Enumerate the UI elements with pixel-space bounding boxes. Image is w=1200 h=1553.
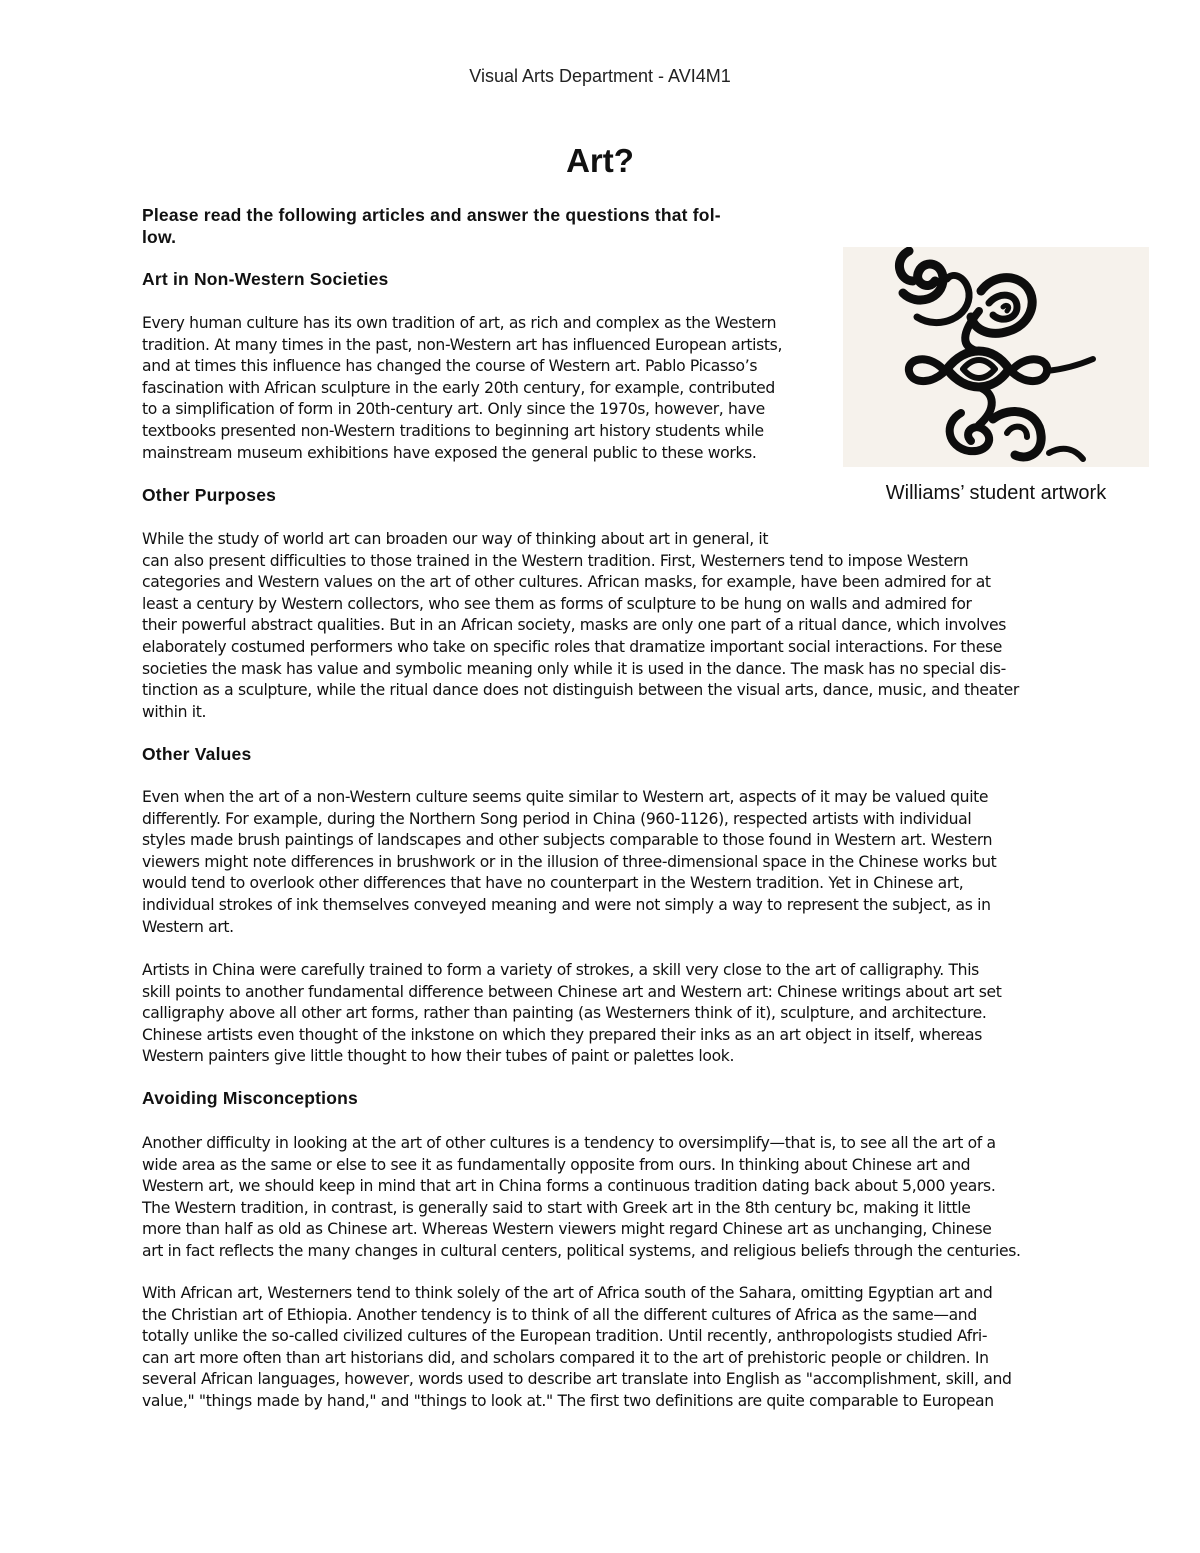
text-line: and at times this influence has changed the course of Western art. Pablo Picasso’s: [142, 357, 758, 376]
student-artwork-image: [843, 247, 1149, 467]
text-line: several African languages, however, words used to describe art translate into English as "accomplishment, skill, and: [142, 1370, 1012, 1389]
text-line: calligraphy above all other art forms, rather than painting (as Westerners think of it), sculpture, and architecture.: [142, 1004, 987, 1023]
text-line: Western art, we should keep in mind that art in China forms a continuous tradition dating back about 5,000 years.: [142, 1177, 996, 1196]
text-line: can art more often than art historians did, and scholars compared it to the art of prehistoric people or children. In: [142, 1348, 989, 1367]
text-line: tradition. At many times in the past, non-Western art has influenced European artists,: [142, 335, 783, 354]
text-line: styles made brush paintings of landscapes and other subjects comparable to those found in Western art. Western: [142, 831, 993, 850]
section-heading-non-western: Art in Non-Western Societies: [142, 269, 389, 289]
instructions: Please read the following articles and answer the questions that fol- low.: [142, 205, 721, 247]
paragraph-other-purposes-1: [142, 529, 1019, 723]
text-line: While the study of world art can broaden our way of thinking about art in general, it: [142, 530, 769, 548]
paragraph-other-values-2: [142, 960, 1001, 1068]
document-title: Art?: [566, 142, 634, 179]
text-line: textbooks presented non-Western traditions to beginning art history students while: [142, 421, 764, 440]
paragraph-other-values-1: [142, 787, 996, 938]
text-line: categories and Western values on the art of other cultures. African masks, for example, have been admired for at: [142, 573, 991, 592]
paragraph-non-western-1: [142, 313, 782, 464]
text-line: the Christian art of Ethiopia. Another tendency is to think of all the different cultures of Africa as the same—and: [142, 1305, 977, 1324]
page-header: Visual Arts Department - AVI4M1: [469, 66, 731, 86]
text-line: more than half as old as Chinese art. Whereas Western viewers might regard Chinese art as unchanging, Chinese: [142, 1220, 992, 1239]
text-line: skill points to another fundamental difference between Chinese art and Western art: Chinese writings about art set: [142, 982, 1002, 1001]
text-line: Chinese artists even thought of the inkstone on which they prepared their inks as an art object in itself, whereas: [142, 1025, 983, 1044]
text-line: Western art.: [142, 917, 234, 936]
text-line: would tend to overlook other differences that have no counterpart in the Western tradition. Yet in Chinese art,: [142, 874, 964, 893]
text-line: differently. For example, during the Northern Song period in China (960-1126), respected artists with individual: [142, 809, 972, 828]
text-line: within it.: [142, 702, 207, 721]
text-line: The Western tradition, in contrast, is generally said to start with Greek art in the 8th century bc, making it little: [142, 1198, 971, 1217]
paragraph-misconceptions-1: [142, 1133, 1021, 1263]
text-line: wide area as the same or else to see it as fundamentally opposite from ours. In thinking about Chinese art and: [142, 1155, 971, 1174]
section-heading-other-values: Other Values: [142, 744, 252, 764]
text-line: Another difficulty in looking at the art of other cultures is a tendency to oversimplify—that is, to see all the art of a: [142, 1134, 996, 1152]
text-line: viewers might note differences in brushwork or in the illusion of three-dimensional space in the Chinese works but: [142, 852, 997, 871]
text-line: fascination with African sculpture in the early 20th century, for example, contributed: [142, 378, 775, 397]
text-line: tinction as a sculpture, while the ritual dance does not distinguish between the visual arts, dance, music, and theater: [142, 681, 1019, 700]
text-line: Western painters give little thought to how their tubes of paint or palettes look.: [142, 1047, 735, 1066]
section-heading-misconceptions: Avoiding Misconceptions: [142, 1088, 358, 1108]
text-line: value," "things made by hand," and "things to look at." The first two definitions are quite comparable to European: [142, 1391, 994, 1410]
text-line: can also present difficulties to those trained in the Western tradition. First, Westerners tend to impose Western: [142, 551, 969, 570]
section-heading-other-purposes: Other Purposes: [142, 485, 277, 505]
knotwork-illustration: [843, 247, 1149, 467]
paragraph-misconceptions-2: [142, 1283, 1012, 1413]
text-line: their powerful abstract qualities. But in an African society, masks are only one part of a ritual dance, which involves: [142, 616, 1006, 635]
text-line: mainstream museum exhibitions have exposed the general public to these works.: [142, 443, 757, 462]
text-line: art in fact reflects the many changes in cultural centers, political systems, and religious beliefs through the centuries.: [142, 1241, 1021, 1260]
text-line: societies the mask has value and symbolic meaning only while it is used in the dance. The mask has no special dis-: [142, 659, 1006, 678]
text-line: elaborately costumed performers who take on specific roles that dramatize important social interactions. For these: [142, 637, 1002, 656]
text-line: Artists in China were carefully trained to form a variety of strokes, a skill very close to the art of calligraphy. This: [142, 961, 979, 979]
text-line: least a century by Western collectors, who see them as forms of sculpture to be hung on walls and admired for: [142, 594, 972, 613]
text-line: Every human culture has its own tradition of art, as rich and complex as the Western: [142, 314, 777, 332]
text-line: to a simplification of form in 20th-century art. Only since the 1970s, however, have: [142, 400, 765, 419]
text-line: individual strokes of ink themselves conveyed meaning and were not simply a way to represent the subject, as in: [142, 895, 991, 914]
text-line: totally unlike the so-called civilized cultures of the European tradition. Until recently, anthropologists studied Afri-: [142, 1327, 988, 1346]
figure-caption: Williams’ student artwork: [885, 482, 1107, 504]
text-line: With African art, Westerners tend to think solely of the art of Africa south of the Sahara, omitting Egyptian art and: [142, 1284, 993, 1302]
text-line: Even when the art of a non-Western culture seems quite similar to Western art, aspects of it may be valued quite: [142, 788, 989, 806]
